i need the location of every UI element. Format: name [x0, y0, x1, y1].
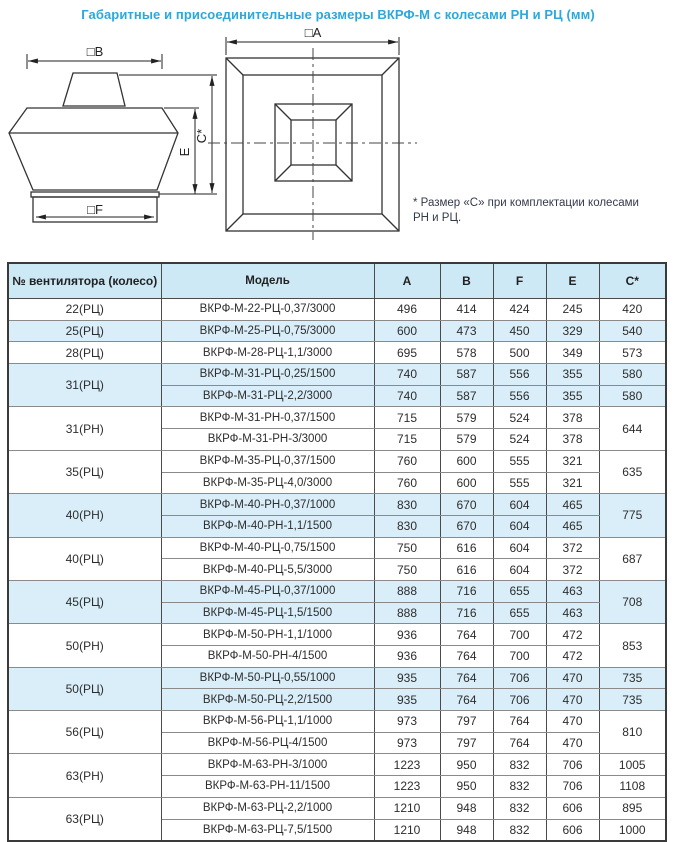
- wheel-cell: 63(РН): [8, 754, 161, 797]
- f-cell: 832: [493, 797, 546, 819]
- b-cell: 797: [440, 732, 493, 754]
- a-cell: 888: [374, 580, 440, 602]
- footnote-line2: РН и РЦ.: [413, 212, 462, 224]
- a-cell: 760: [374, 450, 440, 472]
- c-cell: 735: [599, 667, 666, 689]
- page-title: Габаритные и присоединительные размеры ВКРФ-М с колесами РН и РЦ (мм): [81, 7, 595, 22]
- footnote: [413, 196, 671, 226]
- model-cell: ВКРФ-М-31-РН-0,37/1500: [161, 407, 374, 429]
- model-cell: ВКРФ-М-40-РН-0,37/1000: [161, 494, 374, 516]
- a-cell: 830: [374, 515, 440, 537]
- b-cell: 764: [440, 646, 493, 668]
- f-cell: 450: [493, 320, 546, 342]
- e-cell: 329: [546, 320, 599, 342]
- dim-f-label: □F: [87, 202, 103, 217]
- table-row: [8, 364, 666, 386]
- wheel-cell: 25(РЦ): [8, 320, 161, 342]
- b-cell: 600: [440, 450, 493, 472]
- wheel-cell: 31(РН): [8, 407, 161, 450]
- table-row: [8, 299, 666, 321]
- f-cell: 604: [493, 559, 546, 581]
- table-body: [8, 299, 666, 842]
- model-cell: ВКРФ-М-35-РЦ-4,0/3000: [161, 472, 374, 494]
- dim-c-label: C*: [194, 128, 209, 144]
- wheel-cell: 50(РЦ): [8, 667, 161, 710]
- table-row: [8, 624, 666, 646]
- table-row: [8, 580, 666, 602]
- dim-e-label: E: [177, 147, 192, 157]
- a-cell: 936: [374, 624, 440, 646]
- a-cell: 600: [374, 320, 440, 342]
- table-row: [8, 797, 666, 819]
- model-cell: ВКРФ-М-63-РН-11/1500: [161, 776, 374, 798]
- e-cell: 606: [546, 797, 599, 819]
- c-cell: 708: [599, 580, 666, 623]
- model-cell: ВКРФ-М-45-РЦ-1,5/1500: [161, 602, 374, 624]
- model-cell: ВКРФ-М-50-РЦ-0,55/1000: [161, 667, 374, 689]
- wheel-cell: 56(РЦ): [8, 711, 161, 754]
- model-cell: ВКРФ-М-63-РН-3/1000: [161, 754, 374, 776]
- a-cell: 695: [374, 342, 440, 364]
- model-cell: ВКРФ-М-56-РЦ-1,1/1000: [161, 711, 374, 733]
- model-cell: ВКРФ-М-40-РЦ-0,75/1500: [161, 537, 374, 559]
- a-cell: 973: [374, 711, 440, 733]
- model-cell: ВКРФ-М-50-РН-1,1/1000: [161, 624, 374, 646]
- e-cell: 321: [546, 472, 599, 494]
- motor-cap-outline: [63, 73, 125, 106]
- c-cell: 895: [599, 797, 666, 819]
- model-cell: ВКРФ-М-35-РЦ-0,37/1500: [161, 450, 374, 472]
- e-cell: 465: [546, 515, 599, 537]
- f-cell: 655: [493, 580, 546, 602]
- header-row: [8, 263, 666, 299]
- b-cell: 579: [440, 429, 493, 451]
- a-cell: 1210: [374, 819, 440, 841]
- e-cell: 349: [546, 342, 599, 364]
- f-cell: 764: [493, 732, 546, 754]
- wheel-cell: 40(РН): [8, 494, 161, 537]
- a-cell: 760: [374, 472, 440, 494]
- a-cell: 1223: [374, 776, 440, 798]
- f-cell: 556: [493, 385, 546, 407]
- centerlines: [208, 48, 417, 240]
- a-cell: 973: [374, 732, 440, 754]
- e-cell: 470: [546, 732, 599, 754]
- model-cell: ВКРФ-М-25-РЦ-0,75/3000: [161, 320, 374, 342]
- column-header: E: [546, 263, 599, 299]
- wheel-cell: 35(РЦ): [8, 450, 161, 493]
- wheel-cell: 22(РЦ): [8, 299, 161, 321]
- b-cell: 950: [440, 776, 493, 798]
- f-cell: 700: [493, 646, 546, 668]
- e-cell: 706: [546, 754, 599, 776]
- table-row: [8, 450, 666, 472]
- a-cell: 750: [374, 559, 440, 581]
- c-cell: 1005: [599, 754, 666, 776]
- b-cell: 579: [440, 407, 493, 429]
- table-row: [8, 537, 666, 559]
- e-cell: 355: [546, 385, 599, 407]
- c-cell: 853: [599, 624, 666, 667]
- a-cell: 496: [374, 299, 440, 321]
- a-cell: 750: [374, 537, 440, 559]
- e-cell: 706: [546, 776, 599, 798]
- model-cell: ВКРФ-М-40-РН-1,1/1500: [161, 515, 374, 537]
- f-cell: 700: [493, 624, 546, 646]
- b-cell: 578: [440, 342, 493, 364]
- b-cell: 948: [440, 797, 493, 819]
- b-cell: 764: [440, 689, 493, 711]
- model-cell: ВКРФ-М-28-РЦ-1,1/3000: [161, 342, 374, 364]
- dim-a-label: □A: [304, 25, 322, 40]
- model-cell: ВКРФ-М-63-РЦ-2,2/1000: [161, 797, 374, 819]
- table-row: [8, 667, 666, 689]
- fan-body-outline: [9, 108, 178, 190]
- side-view-drawing: [9, 73, 178, 222]
- c-cell: 644: [599, 407, 666, 450]
- c-cell: 775: [599, 494, 666, 537]
- f-cell: 556: [493, 364, 546, 386]
- table-row: [8, 494, 666, 516]
- f-cell: 524: [493, 407, 546, 429]
- c-cell: 580: [599, 364, 666, 386]
- e-cell: 355: [546, 364, 599, 386]
- c-cell: 687: [599, 537, 666, 580]
- e-cell: 472: [546, 646, 599, 668]
- model-cell: ВКРФ-М-56-РЦ-4/1500: [161, 732, 374, 754]
- model-cell: ВКРФ-М-31-РЦ-0,25/1500: [161, 364, 374, 386]
- c-cell: 810: [599, 711, 666, 754]
- wheel-cell: 40(РЦ): [8, 537, 161, 580]
- a-cell: 935: [374, 689, 440, 711]
- f-cell: 706: [493, 689, 546, 711]
- f-cell: 604: [493, 515, 546, 537]
- e-cell: 472: [546, 624, 599, 646]
- table-row: [8, 342, 666, 364]
- b-cell: 600: [440, 472, 493, 494]
- b-cell: 616: [440, 559, 493, 581]
- b-cell: 587: [440, 385, 493, 407]
- f-cell: 604: [493, 494, 546, 516]
- b-cell: 950: [440, 754, 493, 776]
- f-cell: 555: [493, 450, 546, 472]
- a-cell: 935: [374, 667, 440, 689]
- model-cell: ВКРФ-М-40-РЦ-5,5/3000: [161, 559, 374, 581]
- f-cell: 500: [493, 342, 546, 364]
- column-header: С*: [599, 263, 666, 299]
- e-cell: 372: [546, 559, 599, 581]
- column-header: A: [374, 263, 440, 299]
- model-cell: ВКРФ-М-31-РЦ-2,2/3000: [161, 385, 374, 407]
- b-cell: 473: [440, 320, 493, 342]
- model-cell: ВКРФ-М-50-РН-4/1500: [161, 646, 374, 668]
- column-header: F: [493, 263, 546, 299]
- e-cell: 470: [546, 711, 599, 733]
- e-cell: 378: [546, 407, 599, 429]
- wheel-cell: 28(РЦ): [8, 342, 161, 364]
- f-cell: 832: [493, 754, 546, 776]
- b-cell: 948: [440, 819, 493, 841]
- f-cell: 555: [493, 472, 546, 494]
- e-cell: 245: [546, 299, 599, 321]
- wheel-cell: 31(РЦ): [8, 364, 161, 407]
- table-row: [8, 407, 666, 429]
- e-cell: 606: [546, 819, 599, 841]
- dim-b-label: □B: [86, 44, 104, 59]
- b-cell: 764: [440, 667, 493, 689]
- b-cell: 764: [440, 624, 493, 646]
- c-cell: 1000: [599, 819, 666, 841]
- table-row: [8, 711, 666, 733]
- a-cell: 888: [374, 602, 440, 624]
- c-cell: 540: [599, 320, 666, 342]
- table-header: [8, 263, 666, 299]
- dimensions-table: [7, 262, 667, 842]
- a-cell: 830: [374, 494, 440, 516]
- a-cell: 715: [374, 407, 440, 429]
- b-cell: 414: [440, 299, 493, 321]
- e-cell: 463: [546, 580, 599, 602]
- f-cell: 655: [493, 602, 546, 624]
- b-cell: 587: [440, 364, 493, 386]
- b-cell: 716: [440, 602, 493, 624]
- a-cell: 740: [374, 364, 440, 386]
- a-cell: 936: [374, 646, 440, 668]
- model-cell: ВКРФ-М-63-РЦ-7,5/1500: [161, 819, 374, 841]
- b-cell: 797: [440, 711, 493, 733]
- column-header: № вентилятора (колесо): [8, 263, 161, 299]
- column-header: B: [440, 263, 493, 299]
- model-cell: ВКРФ-М-45-РЦ-0,37/1000: [161, 580, 374, 602]
- a-cell: 1223: [374, 754, 440, 776]
- model-cell: ВКРФ-М-50-РЦ-2,2/1500: [161, 689, 374, 711]
- e-cell: 465: [546, 494, 599, 516]
- e-cell: 372: [546, 537, 599, 559]
- table-row: [8, 754, 666, 776]
- f-cell: 524: [493, 429, 546, 451]
- c-cell: 1108: [599, 776, 666, 798]
- footnote-line1: * Размер «С» при комплектации колесами: [413, 197, 639, 209]
- f-cell: 604: [493, 537, 546, 559]
- b-cell: 616: [440, 537, 493, 559]
- e-cell: 470: [546, 689, 599, 711]
- b-cell: 670: [440, 515, 493, 537]
- c-cell: 635: [599, 450, 666, 493]
- c-cell: 420: [599, 299, 666, 321]
- wheel-cell: 63(РЦ): [8, 797, 161, 841]
- a-cell: 715: [374, 429, 440, 451]
- a-cell: 1210: [374, 797, 440, 819]
- table-row: [8, 320, 666, 342]
- model-cell: ВКРФ-М-31-РН-3/3000: [161, 429, 374, 451]
- f-cell: 764: [493, 711, 546, 733]
- c-cell: 580: [599, 385, 666, 407]
- flange-plate: [31, 192, 159, 197]
- e-cell: 463: [546, 602, 599, 624]
- b-cell: 670: [440, 494, 493, 516]
- a-cell: 740: [374, 385, 440, 407]
- e-cell: 470: [546, 667, 599, 689]
- f-cell: 832: [493, 776, 546, 798]
- c-cell: 735: [599, 689, 666, 711]
- wheel-cell: 45(РЦ): [8, 580, 161, 623]
- f-cell: 424: [493, 299, 546, 321]
- b-cell: 716: [440, 580, 493, 602]
- f-cell: 706: [493, 667, 546, 689]
- model-cell: ВКРФ-М-22-РЦ-0,37/3000: [161, 299, 374, 321]
- wheel-cell: 50(РН): [8, 624, 161, 667]
- e-cell: 378: [546, 429, 599, 451]
- c-cell: 573: [599, 342, 666, 364]
- e-cell: 321: [546, 450, 599, 472]
- column-header: Модель: [161, 263, 374, 299]
- f-cell: 832: [493, 819, 546, 841]
